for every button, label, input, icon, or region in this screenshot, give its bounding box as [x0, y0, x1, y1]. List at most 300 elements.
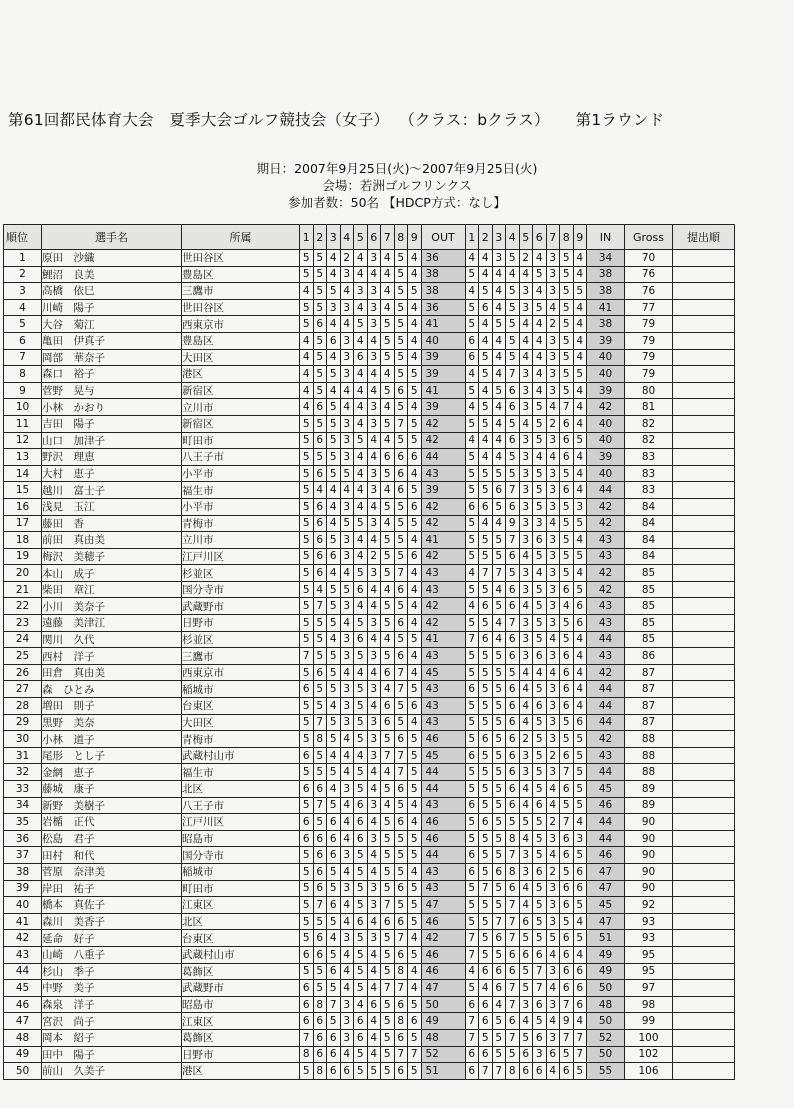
player-name: 亀田 伊真子	[42, 332, 182, 349]
hole-score: 5	[492, 714, 506, 731]
hole-score: 3	[340, 880, 354, 897]
hole-score: 6	[327, 830, 341, 847]
hole-score: 6	[573, 714, 587, 731]
rank-cell: 9	[4, 382, 42, 399]
gross-total: 89	[625, 781, 673, 798]
hole-score: 3	[340, 648, 354, 665]
hole-score: 4	[408, 250, 422, 267]
hole-score: 5	[381, 598, 395, 615]
table-row	[4, 797, 735, 814]
hole-score: 5	[327, 366, 341, 383]
hole-score: 7	[506, 897, 520, 914]
hole-score: 4	[573, 415, 587, 432]
hole-score: 5	[408, 681, 422, 698]
player-name: 森口 裕子	[42, 366, 182, 383]
hole-score: 4	[367, 332, 381, 349]
in-total: 50	[587, 980, 625, 997]
table-row	[4, 598, 735, 615]
hole-score: 3	[519, 747, 533, 764]
hole-score: 6	[560, 681, 574, 698]
hole-score: 4	[354, 532, 368, 549]
player-name: 遠藤 美津江	[42, 615, 182, 632]
col-name: 選手名	[42, 225, 182, 250]
club-cell: 八王子市	[182, 797, 300, 814]
hole-score: 5	[519, 963, 533, 980]
player-name: 尾形 とし子	[42, 747, 182, 764]
out-total: 43	[421, 465, 465, 482]
results-body	[4, 250, 735, 1080]
hole-score: 7	[506, 615, 520, 632]
col-hole: 2	[479, 225, 493, 250]
rank-cell: 25	[4, 648, 42, 665]
col-hole: 9	[408, 225, 422, 250]
hole-score: 4	[327, 631, 341, 648]
hole-score: 7	[313, 714, 327, 731]
hole-score: 5	[479, 532, 493, 549]
hole-score: 4	[367, 664, 381, 681]
hole-score: 4	[492, 996, 506, 1013]
gross-total: 80	[625, 382, 673, 399]
player-name: 前山 久美子	[42, 1063, 182, 1080]
hole-score: 3	[546, 648, 560, 665]
hole-score: 6	[340, 1063, 354, 1080]
hole-score: 4	[492, 332, 506, 349]
hole-score: 5	[465, 781, 479, 798]
gross-total: 85	[625, 598, 673, 615]
hole-score: 4	[340, 664, 354, 681]
player-name: 杉山 季子	[42, 963, 182, 980]
hole-score: 5	[354, 615, 368, 632]
player-name: 宮沢 尚子	[42, 1013, 182, 1030]
hole-score: 4	[367, 432, 381, 449]
rank-cell: 45	[4, 980, 42, 997]
hole-score: 4	[519, 698, 533, 715]
rank-cell: 50	[4, 1063, 42, 1080]
in-total: 46	[587, 847, 625, 864]
club-cell: 江戸川区	[182, 548, 300, 565]
out-total: 41	[421, 532, 465, 549]
hole-score: 3	[340, 1013, 354, 1030]
hole-score: 4	[354, 996, 368, 1013]
hole-score: 6	[327, 1029, 341, 1046]
hole-score: 5	[479, 548, 493, 565]
hole-score: 5	[465, 664, 479, 681]
hole-score: 4	[546, 797, 560, 814]
hole-score: 5	[465, 465, 479, 482]
player-name: 原田 沙織	[42, 250, 182, 267]
player-name: 本山 成子	[42, 565, 182, 582]
hole-score: 4	[573, 299, 587, 316]
submission-order	[673, 250, 735, 267]
hole-score: 5	[300, 631, 314, 648]
hole-score: 4	[408, 565, 422, 582]
hole-score: 7	[394, 930, 408, 947]
club-cell: 杉並区	[182, 565, 300, 582]
gross-total: 93	[625, 913, 673, 930]
in-total: 42	[587, 498, 625, 515]
hole-score: 6	[479, 1046, 493, 1063]
hole-score: 4	[492, 299, 506, 316]
hole-score: 4	[367, 764, 381, 781]
table-row	[4, 299, 735, 316]
hole-score: 4	[573, 913, 587, 930]
hole-score: 6	[560, 698, 574, 715]
hole-score: 5	[492, 946, 506, 963]
rank-cell: 14	[4, 465, 42, 482]
submission-order	[673, 465, 735, 482]
hole-score: 4	[573, 382, 587, 399]
hole-score: 4	[327, 498, 341, 515]
hole-score: 5	[506, 283, 520, 300]
hole-score: 5	[533, 747, 547, 764]
table-row	[4, 465, 735, 482]
hole-score: 6	[506, 797, 520, 814]
out-total: 39	[421, 366, 465, 383]
hole-score: 6	[560, 664, 574, 681]
event-info	[0, 160, 794, 211]
hole-score: 6	[313, 465, 327, 482]
hole-score: 3	[546, 681, 560, 698]
hole-score: 5	[560, 283, 574, 300]
hole-score: 6	[533, 1063, 547, 1080]
hole-score: 5	[327, 415, 341, 432]
hole-score: 7	[573, 1046, 587, 1063]
hole-score: 6	[394, 482, 408, 499]
rank-cell: 44	[4, 963, 42, 980]
hole-score: 5	[479, 698, 493, 715]
hole-score: 7	[465, 1013, 479, 1030]
submission-order	[673, 332, 735, 349]
rank-cell: 41	[4, 913, 42, 930]
table-row	[4, 913, 735, 930]
hole-score: 7	[506, 913, 520, 930]
hole-score: 6	[519, 1046, 533, 1063]
out-total: 44	[421, 449, 465, 466]
hole-score: 5	[492, 797, 506, 814]
hole-score: 6	[506, 681, 520, 698]
col-gross: Gross	[625, 225, 673, 250]
gross-total: 85	[625, 581, 673, 598]
hole-score: 5	[560, 515, 574, 532]
hole-score: 7	[506, 980, 520, 997]
hole-score: 4	[367, 1013, 381, 1030]
hole-score: 6	[573, 598, 587, 615]
hole-score: 5	[408, 366, 422, 383]
hole-score: 3	[519, 382, 533, 399]
hole-score: 6	[381, 664, 395, 681]
player-name: 浅見 玉江	[42, 498, 182, 515]
hole-score: 6	[408, 498, 422, 515]
hole-score: 5	[533, 847, 547, 864]
submission-order	[673, 366, 735, 383]
player-name: 岡本 紹子	[42, 1029, 182, 1046]
hole-score: 6	[313, 1029, 327, 1046]
player-name: 藤城 康子	[42, 781, 182, 798]
hole-score: 5	[465, 615, 479, 632]
player-name: 鯉沼 良美	[42, 266, 182, 283]
hole-score: 5	[465, 532, 479, 549]
rank-cell: 13	[4, 449, 42, 466]
hole-score: 3	[546, 714, 560, 731]
hole-score: 4	[381, 797, 395, 814]
hole-score: 4	[381, 266, 395, 283]
hole-score: 4	[519, 681, 533, 698]
gross-total: 90	[625, 814, 673, 831]
hole-score: 4	[354, 598, 368, 615]
in-total: 44	[587, 631, 625, 648]
out-total: 43	[421, 797, 465, 814]
hole-score: 8	[313, 996, 327, 1013]
hole-score: 4	[367, 1029, 381, 1046]
hole-score: 6	[327, 332, 341, 349]
hole-score: 6	[533, 698, 547, 715]
hole-score: 5	[560, 299, 574, 316]
hole-score: 5	[465, 449, 479, 466]
hole-score: 7	[313, 797, 327, 814]
hole-score: 5	[381, 830, 395, 847]
hole-score: 6	[313, 565, 327, 582]
hole-score: 5	[506, 415, 520, 432]
hole-score: 6	[381, 714, 395, 731]
hole-score: 4	[408, 814, 422, 831]
hole-score: 4	[381, 482, 395, 499]
hole-score: 3	[340, 432, 354, 449]
hole-score: 4	[519, 332, 533, 349]
hole-score: 4	[408, 648, 422, 665]
hole-score: 5	[381, 1046, 395, 1063]
rank-cell: 24	[4, 631, 42, 648]
hole-score: 4	[354, 266, 368, 283]
rank-cell: 49	[4, 1046, 42, 1063]
hole-score: 5	[408, 731, 422, 748]
in-total: 52	[587, 1029, 625, 1046]
hole-score: 6	[327, 963, 341, 980]
table-header-row	[4, 225, 735, 250]
hole-score: 5	[354, 698, 368, 715]
hole-score: 7	[394, 681, 408, 698]
col-hole: 5	[354, 225, 368, 250]
hole-score: 5	[327, 648, 341, 665]
hole-score: 4	[354, 366, 368, 383]
hole-score: 5	[573, 548, 587, 565]
hole-score: 3	[340, 1029, 354, 1046]
hole-score: 5	[506, 465, 520, 482]
submission-order	[673, 731, 735, 748]
hole-score: 5	[313, 681, 327, 698]
in-total: 44	[587, 764, 625, 781]
out-total: 44	[421, 781, 465, 798]
hole-score: 5	[465, 482, 479, 499]
club-cell: 青梅市	[182, 515, 300, 532]
table-row	[4, 814, 735, 831]
hole-score: 3	[367, 897, 381, 914]
hole-score: 3	[367, 283, 381, 300]
hole-score: 4	[573, 316, 587, 333]
hole-score: 5	[408, 830, 422, 847]
hole-score: 4	[340, 797, 354, 814]
rank-cell: 31	[4, 747, 42, 764]
table-row	[4, 631, 735, 648]
hole-score: 4	[367, 980, 381, 997]
hole-score: 5	[573, 581, 587, 598]
hole-score: 6	[560, 897, 574, 914]
hole-score: 6	[465, 1046, 479, 1063]
gross-total: 87	[625, 714, 673, 731]
hole-score: 7	[394, 415, 408, 432]
submission-order	[673, 532, 735, 549]
hole-score: 5	[492, 814, 506, 831]
hole-score: 4	[367, 913, 381, 930]
in-total: 38	[587, 266, 625, 283]
player-name: 前田 真由美	[42, 532, 182, 549]
hole-score: 3	[367, 797, 381, 814]
hole-score: 6	[313, 863, 327, 880]
hole-score: 4	[300, 349, 314, 366]
hole-score: 6	[394, 1063, 408, 1080]
table-row	[4, 498, 735, 515]
out-total: 43	[421, 880, 465, 897]
hole-score: 5	[408, 631, 422, 648]
hole-score: 5	[465, 316, 479, 333]
out-total: 45	[421, 747, 465, 764]
hole-score: 5	[381, 382, 395, 399]
hole-score: 4	[381, 581, 395, 598]
hole-score: 3	[546, 482, 560, 499]
hole-score: 3	[519, 283, 533, 300]
hole-score: 5	[479, 863, 493, 880]
hole-score: 5	[560, 498, 574, 515]
rank-cell: 27	[4, 681, 42, 698]
hole-score: 6	[492, 482, 506, 499]
hole-score: 5	[560, 631, 574, 648]
hole-score: 4	[408, 863, 422, 880]
hole-score: 5	[465, 648, 479, 665]
hole-score: 5	[313, 283, 327, 300]
hole-score: 4	[381, 432, 395, 449]
hole-score: 5	[465, 913, 479, 930]
hole-score: 5	[381, 532, 395, 549]
out-total: 51	[421, 1063, 465, 1080]
hole-score: 3	[546, 598, 560, 615]
hole-score: 6	[573, 615, 587, 632]
hole-score: 5	[300, 863, 314, 880]
hole-score: 5	[300, 1063, 314, 1080]
hole-score: 6	[327, 1046, 341, 1063]
submission-order	[673, 565, 735, 582]
rank-cell: 40	[4, 897, 42, 914]
hole-score: 5	[492, 764, 506, 781]
hole-score: 4	[340, 747, 354, 764]
club-cell: 八王子市	[182, 449, 300, 466]
hole-score: 6	[313, 664, 327, 681]
hole-score: 5	[479, 714, 493, 731]
hole-score: 3	[492, 250, 506, 267]
submission-order	[673, 615, 735, 632]
hole-score: 6	[465, 797, 479, 814]
club-cell: 葛飾区	[182, 1029, 300, 1046]
gross-total: 97	[625, 980, 673, 997]
hole-score: 5	[313, 266, 327, 283]
hole-score: 6	[300, 747, 314, 764]
hole-score: 5	[573, 515, 587, 532]
hole-score: 5	[394, 548, 408, 565]
hole-score: 2	[367, 548, 381, 565]
hole-score: 5	[560, 250, 574, 267]
hole-score: 6	[492, 930, 506, 947]
hole-score: 6	[479, 498, 493, 515]
rank-cell: 33	[4, 781, 42, 798]
hole-score: 7	[300, 1029, 314, 1046]
hole-score: 5	[573, 764, 587, 781]
submission-order	[673, 880, 735, 897]
hole-score: 5	[492, 1046, 506, 1063]
hole-score: 6	[313, 498, 327, 515]
hole-score: 5	[354, 1063, 368, 1080]
hole-score: 6	[394, 996, 408, 1013]
hole-score: 3	[340, 332, 354, 349]
hole-score: 4	[340, 764, 354, 781]
hole-score: 4	[367, 382, 381, 399]
hole-score: 5	[560, 532, 574, 549]
hole-score: 5	[313, 366, 327, 383]
table-row	[4, 449, 735, 466]
hole-score: 4	[340, 316, 354, 333]
hole-score: 6	[560, 1063, 574, 1080]
hole-score: 5	[479, 946, 493, 963]
in-total: 42	[587, 399, 625, 416]
hole-score: 4	[354, 382, 368, 399]
out-total: 43	[421, 698, 465, 715]
hole-score: 5	[465, 581, 479, 598]
hole-score: 4	[465, 432, 479, 449]
hole-score: 5	[533, 814, 547, 831]
hole-score: 4	[465, 399, 479, 416]
hole-score: 6	[313, 930, 327, 947]
hole-score: 5	[381, 946, 395, 963]
hole-score: 4	[519, 664, 533, 681]
player-name: 新野 美樹子	[42, 797, 182, 814]
out-total: 52	[421, 1046, 465, 1063]
hole-score: 3	[340, 996, 354, 1013]
gross-total: 87	[625, 681, 673, 698]
in-total: 39	[587, 449, 625, 466]
hole-score: 3	[546, 349, 560, 366]
hole-score: 4	[408, 930, 422, 947]
gross-total: 83	[625, 449, 673, 466]
hole-score: 6	[506, 432, 520, 449]
club-cell: 立川市	[182, 532, 300, 549]
hole-score: 6	[506, 731, 520, 748]
hole-score: 6	[313, 1013, 327, 1030]
hole-score: 5	[465, 382, 479, 399]
table-row	[4, 532, 735, 549]
hole-score: 6	[408, 548, 422, 565]
hole-score: 4	[546, 299, 560, 316]
hole-score: 4	[354, 332, 368, 349]
hole-score: 5	[300, 913, 314, 930]
submission-order	[673, 316, 735, 333]
submission-order	[673, 913, 735, 930]
out-total: 42	[421, 498, 465, 515]
hole-score: 5	[573, 731, 587, 748]
hole-score: 5	[479, 366, 493, 383]
gross-total: 106	[625, 1063, 673, 1080]
hole-score: 5	[519, 930, 533, 947]
hole-score: 5	[479, 415, 493, 432]
club-cell: 杉並区	[182, 631, 300, 648]
hole-score: 5	[300, 581, 314, 598]
rank-cell: 10	[4, 399, 42, 416]
